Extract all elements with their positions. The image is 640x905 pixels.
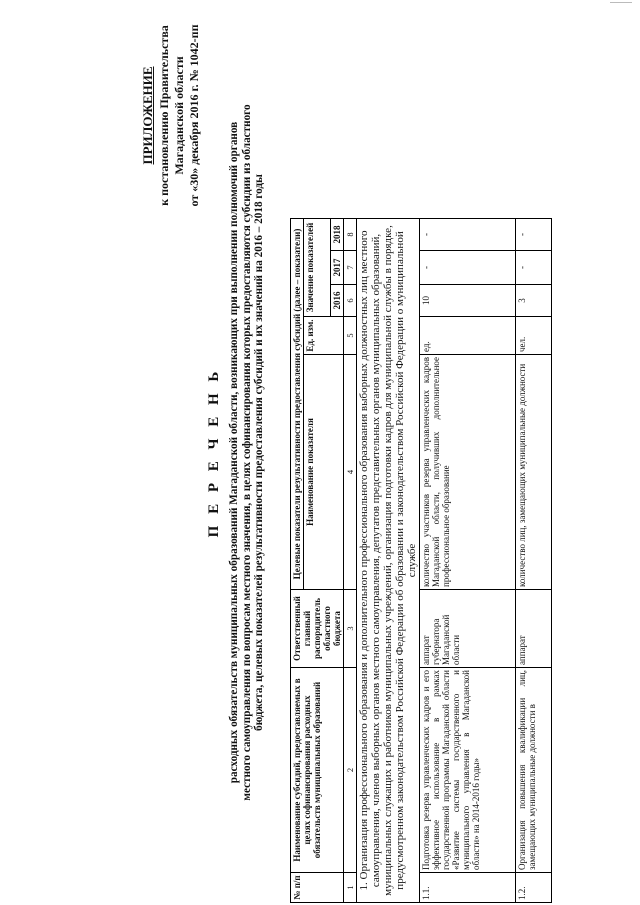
header-values: Значение показателей (304, 218, 331, 316)
column-number: 3 (344, 590, 357, 668)
header-targets: Целевые показатели результативности предоставления субсидий (далее – показатели) (291, 218, 304, 589)
row-manager: аппарат (516, 590, 552, 668)
subsidies-table (290, 0, 552, 903)
row-number: 1.1. (420, 873, 516, 903)
annex-block (140, 8, 202, 223)
row-indicator: количество участников резерва управленческих кадров Магаданской области, получивших дополнительное профессиональное образование (420, 355, 516, 590)
row-unit: чел. (516, 317, 552, 355)
column-number: 1 (344, 873, 357, 903)
column-number: 2 (344, 668, 357, 873)
row-subsidy-name: Организация повышения квалификации лиц, замещающих муниципальные должности в (516, 668, 552, 873)
header-subsidy-name: Наименование субсидий, предоставляемых в целях софинансирования расходных обязательств муниципальных образований (291, 668, 344, 873)
table-spacer (291, 0, 516, 218)
column-number: 8 (344, 218, 357, 250)
header-year-2018: 2018 (331, 218, 344, 250)
header-unit: Ед. изм. (304, 317, 344, 355)
section-text: Организация профессионального образования и дополнительного профессионального образования выборных должностных лиц местного самоуправления, членов выборных органов местного самоуправления, депутатов представительных органов муниципальных образований, муниципальных служащих и работников муниципальных учреждений, организация подготовки кадров для муниципальной службы в порядке, предусмотренном законодательством Российской Федерации об образовании и законодательством Российской Федерации о муниципальной службе (358, 225, 418, 896)
column-number: 4 (344, 355, 357, 590)
document-subtitle: расходных обязательств муниципальных образований Магаданской области, возникающих при выполнении полномочий органов местного самоуправления по вопросам местного значения, в целях софинансирования которых предоставляются субсидии из областного бюджета, целевых показателей результативности предоставления субсидий и их значений на 2016 – 2018 годы (228, 104, 265, 801)
header-manager: Ответственный главный распорядитель областного бюджета (291, 590, 344, 668)
row-value-2017: - (420, 251, 516, 285)
row-value-2016: 10 (420, 285, 516, 317)
annex-line-2: Магаданской области (172, 56, 186, 175)
header-year-2017: 2017 (331, 251, 344, 285)
section-number: 1. (358, 882, 370, 891)
document-title: П Е Р Е Ч Е Н Ь (206, 367, 222, 538)
column-number: 5 (344, 317, 357, 355)
table-row (516, 0, 552, 903)
header-number: № п/п (291, 873, 344, 903)
row-unit: ед. (420, 317, 516, 355)
section-heading (357, 218, 420, 902)
column-number: 7 (344, 251, 357, 285)
row-number: 1.2. (516, 873, 552, 903)
row-subsidy-name: Подготовка резерва управленческих кадров и его эффективное использование в рамках государственной программы Магаданской области «Развитие системы государственного и муниципального управления в Магаданской области» на 2014-2016 годы» (420, 668, 516, 873)
annex-heading: ПРИЛОЖЕНИЕ (140, 66, 155, 165)
row-manager: аппарат губернатора Магаданской области (420, 590, 516, 668)
column-number: 6 (344, 285, 357, 317)
annex-line-3: от «30» декабря 2016 г. № 1042-пп (187, 24, 201, 207)
row-indicator: количество лиц, замещающих муниципальные должности (516, 355, 552, 590)
row-value-2018: - (420, 218, 516, 250)
header-year-2016: 2016 (331, 285, 344, 317)
annex-line-1: к постановлению Правительства (157, 25, 171, 206)
row-value-2017: - (516, 251, 552, 285)
row-value-2016: 3 (516, 285, 552, 317)
row-value-2018: - (516, 218, 552, 250)
table-header-row (291, 0, 304, 903)
header-indicator-name: Наименование показателя (304, 355, 344, 590)
